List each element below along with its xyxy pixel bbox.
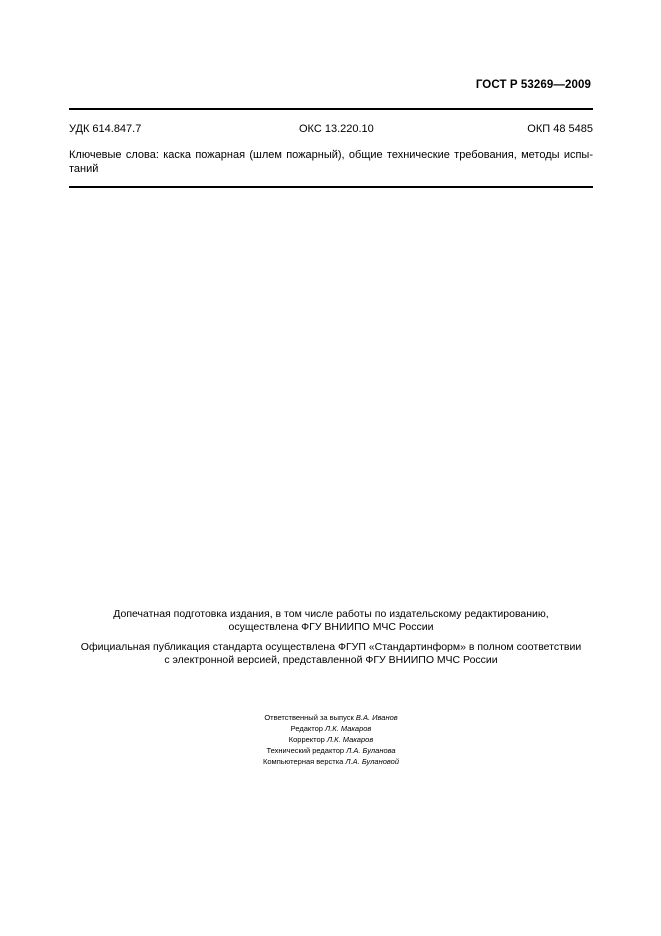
official-publication-note [60,641,602,667]
standard-number: ГОСТ Р 53269—2009 [475,79,591,91]
credit-role: Ответственный за выпуск [264,713,354,722]
credit-name: Л.А. Буланова [346,746,396,755]
credit-role: Технический редактор [266,746,345,755]
classifier-codes [69,123,593,137]
prepress-note [60,608,602,634]
credit-name: Л.А. Булановой [345,757,399,766]
udk-code: УДК 614.847.7 [69,123,142,135]
credit-tech-editor [180,745,482,756]
credit-editor [180,723,482,734]
bottom-divider [69,186,593,188]
prepress-note-line-2: осуществлена ФГУ ВНИИПО МЧС России [228,621,434,633]
credit-layout [180,756,482,767]
credit-proofreader [180,734,482,745]
credits-block [180,712,482,767]
credit-role: Компьютерная верстка [263,757,344,766]
keywords-line-1: Ключевые слова: каска пожарная (шлем пожарный), общие технические требования, методы испы- [69,149,593,161]
keywords-line-2: таний [69,163,99,175]
keywords-block [69,148,593,176]
oks-code: ОКС 13.220.10 [299,123,374,135]
official-note-line-2: с электронной версией, представленной ФГУ ВНИИПО МЧС России [164,654,498,666]
credit-name: Л.К. Макаров [326,735,374,744]
credit-role: Корректор [288,735,325,744]
okp-code: ОКП 48 5485 [527,123,593,135]
top-divider [69,108,593,110]
credit-name: Л.К. Макаров [325,724,372,733]
credit-responsible [180,712,482,723]
official-note-line-1: Официальная публикация стандарта осуществлена ФГУП «Стандартинформ» в полном соответствии [80,641,582,653]
credit-role: Редактор [290,724,323,733]
credit-name: В.А. Иванов [355,713,398,722]
prepress-note-line-1: Допечатная подготовка издания, в том числе работы по издательскому редактированию, [113,608,549,620]
